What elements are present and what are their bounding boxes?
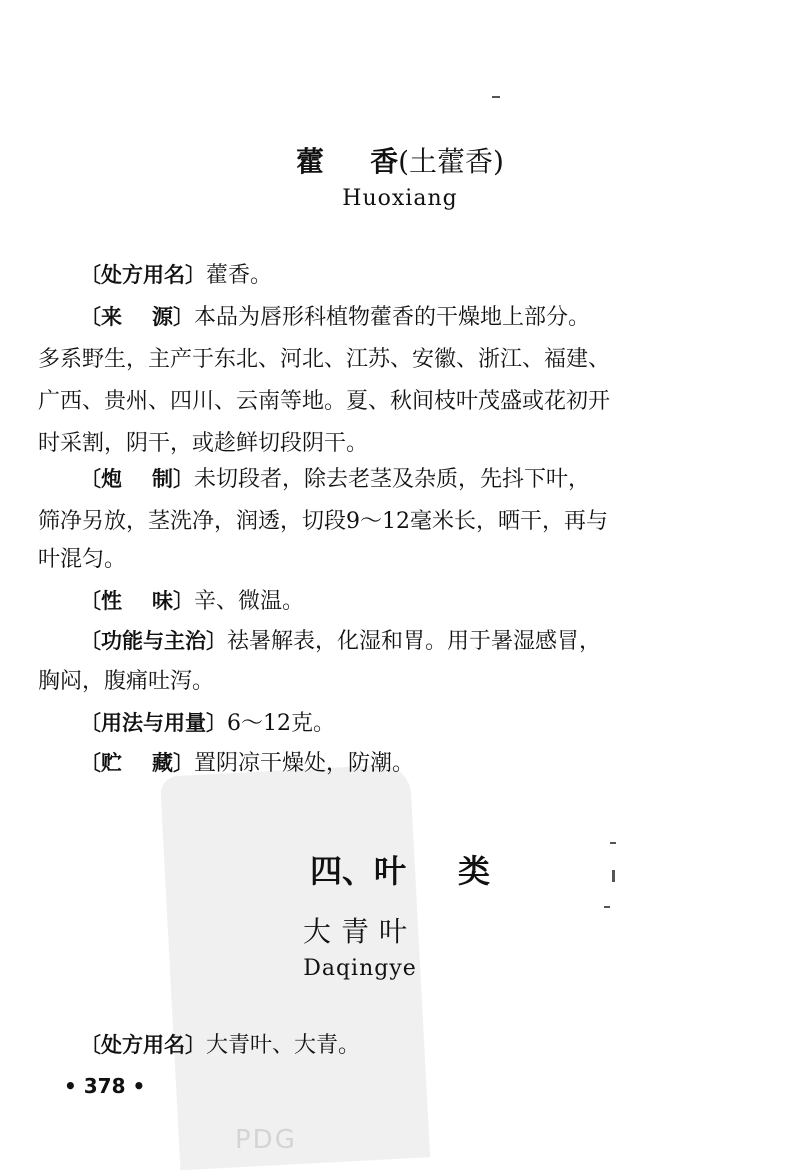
dosage-text: 6～12克。	[227, 711, 335, 736]
rx-name-text: 藿香。	[206, 263, 273, 288]
property-paragraph	[80, 584, 304, 615]
function-line-2: 胸闷，腹痛吐泻。	[38, 669, 215, 694]
entry-title-char-1: 藿	[296, 145, 325, 178]
page-number: • 378 •	[64, 1074, 146, 1098]
entry-alias: (土藿香)	[398, 145, 504, 178]
watermark-text: PDG	[235, 1125, 297, 1155]
scan-speck	[610, 842, 616, 844]
function-label: 〔功能与主治〕	[80, 629, 227, 653]
source-line-2: 多系野生，主产于东北、河北、江苏、安徽、浙江、福建、	[38, 347, 611, 372]
source-text: 本品为唇形科植物藿香的干燥地上部分。	[194, 305, 591, 330]
entry2-pinyin: Daqingye	[303, 956, 417, 981]
entry2-rx-name-text: 大青叶、大青。	[206, 1033, 361, 1058]
source-line-3: 广西、贵州、四川、云南等地。夏、秋间枝叶茂盛或花初开	[38, 389, 611, 414]
property-label: 〔性 味〕	[80, 589, 194, 613]
source-line-4: 时采割，阴干，或趁鲜切段阴干。	[38, 431, 369, 456]
dosage-paragraph	[80, 706, 335, 737]
entry2-rx-name-label: 〔处方用名〕	[80, 1033, 206, 1057]
entry2-rx-name-paragraph	[80, 1028, 360, 1059]
entry-title	[0, 140, 800, 180]
scan-speck	[492, 96, 500, 98]
processing-line-1	[80, 462, 590, 493]
scan-speck	[612, 870, 615, 882]
processing-line-3: 叶混匀。	[38, 547, 127, 572]
section-heading-part-1: 四、叶	[309, 852, 406, 890]
processing-label: 〔炮 制〕	[80, 467, 194, 491]
rx-name-label: 〔处方用名〕	[80, 263, 206, 287]
section-heading-part-2: 类	[458, 852, 491, 890]
storage-label: 〔贮 藏〕	[80, 751, 194, 775]
dosage-label: 〔用法与用量〕	[80, 711, 227, 735]
scan-speck	[604, 906, 610, 908]
source-line-1	[80, 300, 590, 331]
storage-text: 置阴凉干燥处，防潮。	[194, 751, 415, 776]
property-text: 辛、微温。	[194, 589, 305, 614]
storage-paragraph	[80, 746, 414, 777]
entry-pinyin: Huoxiang	[342, 186, 458, 211]
entry-title-char-2: 香	[370, 145, 399, 178]
section-heading	[0, 846, 800, 892]
entry2-title: 大青叶	[302, 915, 417, 948]
processing-text: 未切段者，除去老茎及杂质，先抖下叶，	[194, 467, 591, 492]
processing-line-2: 筛净另放，茎洗净，润透，切段9～12毫米长，晒干，再与	[38, 509, 608, 534]
function-text: 祛暑解表，化湿和胃。用于暑湿感冒，	[227, 629, 602, 654]
function-line-1	[80, 624, 601, 655]
rx-name-paragraph	[80, 258, 272, 289]
source-label: 〔来 源〕	[80, 305, 194, 329]
